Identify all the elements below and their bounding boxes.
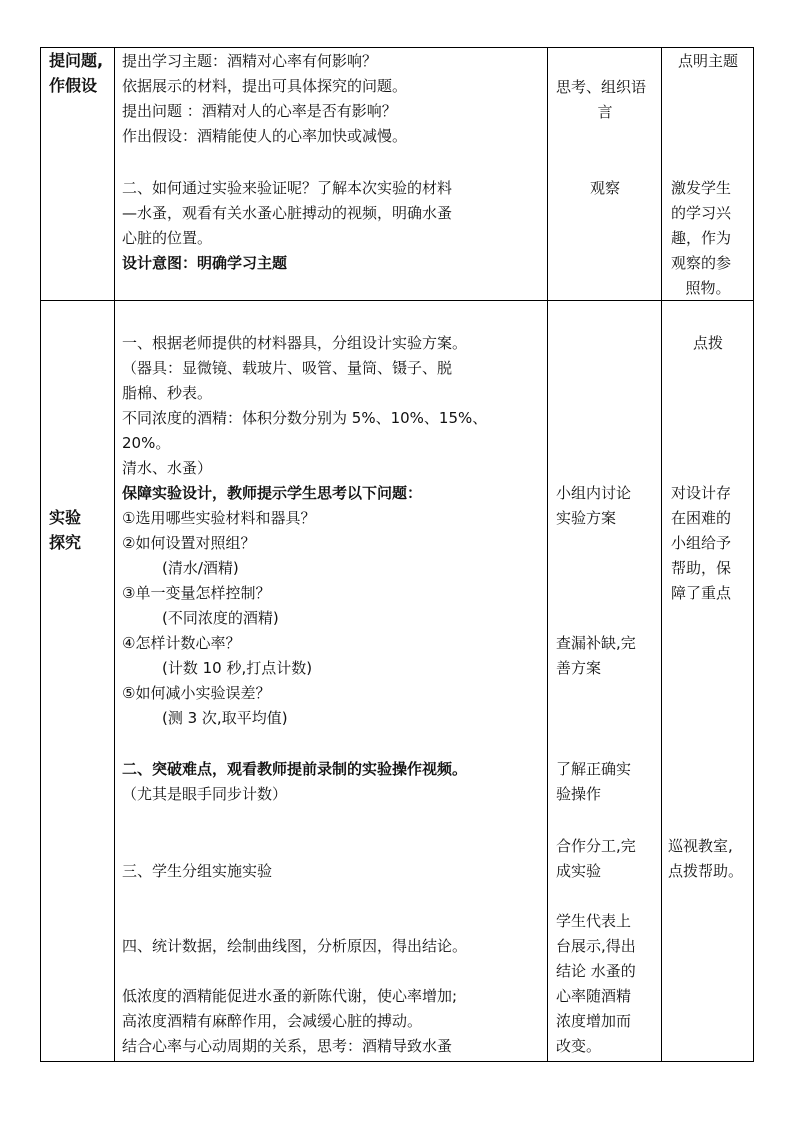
- content-line: 高浓度酒精有麻醉作用，会减缓心脏的搏动。: [122, 1012, 423, 1030]
- teacher-activity-cell: [662, 301, 754, 1062]
- student-line: 实验方案: [556, 509, 617, 527]
- teacher-line: 帮助，保: [671, 559, 732, 577]
- content-line: 20%。: [122, 434, 171, 452]
- question-item: ①选用哪些实验材料和器具？: [122, 509, 316, 527]
- student-line: 思考、组织语: [556, 78, 647, 96]
- question-item: ⑤如何减小实验误差？: [122, 684, 271, 702]
- student-activity-cell: [548, 301, 662, 1062]
- student-line: 台展示,得出: [556, 937, 636, 955]
- content-cell: [115, 301, 548, 1062]
- question-item: ③单一变量怎样控制？: [122, 584, 271, 602]
- teacher-line: 观察的参: [671, 254, 732, 272]
- content-line: 心脏的位置。: [122, 229, 213, 247]
- content-line: 保障实验设计，教师提示学生思考以下问题：: [122, 484, 423, 502]
- student-line: 学生代表上: [556, 912, 632, 930]
- content-line: 提出问题 ：酒精对人的心率是否有影响？: [122, 102, 397, 120]
- content-line: 依据展示的材料，提出可具体探究的问题。: [122, 77, 408, 95]
- design-intent: 设计意图：明确学习主题: [122, 254, 288, 272]
- teacher-line: 的学习兴: [671, 204, 732, 222]
- question-item: ④怎样计数心率？: [122, 634, 241, 652]
- student-line: 改变。: [556, 1037, 602, 1055]
- lesson-plan-table: [40, 47, 754, 1062]
- content-line: （尤其是眼手同步计数）: [122, 785, 288, 803]
- table-row: [41, 48, 754, 301]
- student-line: 观察: [589, 179, 620, 197]
- content-line: 四、统计数据，绘制曲线图，分析原因，得出结论。: [122, 937, 468, 955]
- content-line: 提出学习主题：酒精对心率有何影响？: [122, 52, 378, 70]
- content-line: 脂棉、秒表。: [122, 384, 213, 402]
- student-line: 结论 水蚤的: [556, 962, 636, 980]
- content-line: （器具：显微镜、载玻片、吸管、量筒、镊子、脱: [122, 359, 453, 377]
- teacher-line: 照物。: [685, 279, 731, 297]
- teacher-line: 激发学生: [671, 179, 732, 197]
- teacher-activity-cell: [662, 48, 754, 301]
- teacher-line: 对设计存: [671, 484, 732, 502]
- content-line: 清水、水蚤）: [122, 459, 213, 477]
- content-line: 二、突破难点，观看教师提前录制的实验操作视频。: [122, 760, 468, 778]
- content-line: 三、学生分组实施实验: [122, 862, 273, 880]
- question-answer: (清水/酒精): [162, 559, 239, 577]
- teacher-line: 点拨: [692, 334, 723, 352]
- teacher-line: 点拨帮助。: [668, 862, 744, 880]
- question-answer: (计数 10 秒,打点计数): [162, 659, 313, 677]
- question-answer: (测 3 次,取平均值): [162, 709, 288, 727]
- teacher-line: 巡视教室,: [668, 837, 733, 855]
- stage-label: 探究: [49, 533, 82, 552]
- student-line: 小组内讨论: [556, 484, 632, 502]
- student-line: 了解正确实: [556, 760, 632, 778]
- stage-cell: [41, 301, 115, 1062]
- teacher-line: 小组给予: [671, 534, 732, 552]
- content-line: 作出假设：酒精能使人的心率加快或减慢。: [122, 127, 408, 145]
- stage-cell: [41, 48, 115, 301]
- student-line: 成实验: [556, 862, 602, 880]
- stage-label: 作假设: [49, 76, 98, 95]
- student-line: 善方案: [556, 659, 602, 677]
- content-line: 二、如何通过实验来验证呢？了解本次实验的材料: [122, 179, 453, 197]
- content-cell: [115, 48, 548, 301]
- stage-label: 提问题,: [49, 51, 104, 70]
- student-activity-cell: [548, 48, 662, 301]
- question-answer: (不同浓度的酒精): [162, 609, 279, 627]
- content-line: 一、根据老师提供的材料器具，分组设计实验方案。: [122, 334, 468, 352]
- student-line: 验操作: [556, 785, 602, 803]
- student-line: 言: [597, 103, 613, 121]
- table-row: [41, 301, 754, 1062]
- content-line: 结合心率与心动周期的关系，思考：酒精导致水蚤: [122, 1037, 453, 1055]
- teacher-line: 趣，作为: [671, 229, 732, 247]
- student-line: 合作分工,完: [556, 837, 636, 855]
- teacher-line: 在困难的: [671, 509, 732, 527]
- content-line: 低浓度的酒精能促进水蚤的新陈代谢，使心率增加;: [122, 987, 458, 1005]
- student-line: 查漏补缺,完: [556, 634, 636, 652]
- question-item: ②如何设置对照组？: [122, 534, 256, 552]
- content-line: 不同浓度的酒精：体积分数分别为 5%、10%、15%、: [122, 409, 488, 427]
- student-line: 心率随酒精: [556, 987, 632, 1005]
- stage-label: 实验: [49, 508, 82, 527]
- student-line: 浓度增加而: [556, 1012, 632, 1030]
- teacher-line: 点明主题: [677, 52, 738, 70]
- teacher-line: 障了重点: [671, 584, 732, 602]
- content-line: —水蚤，观看有关水蚤心脏搏动的视频，明确水蚤: [122, 204, 453, 222]
